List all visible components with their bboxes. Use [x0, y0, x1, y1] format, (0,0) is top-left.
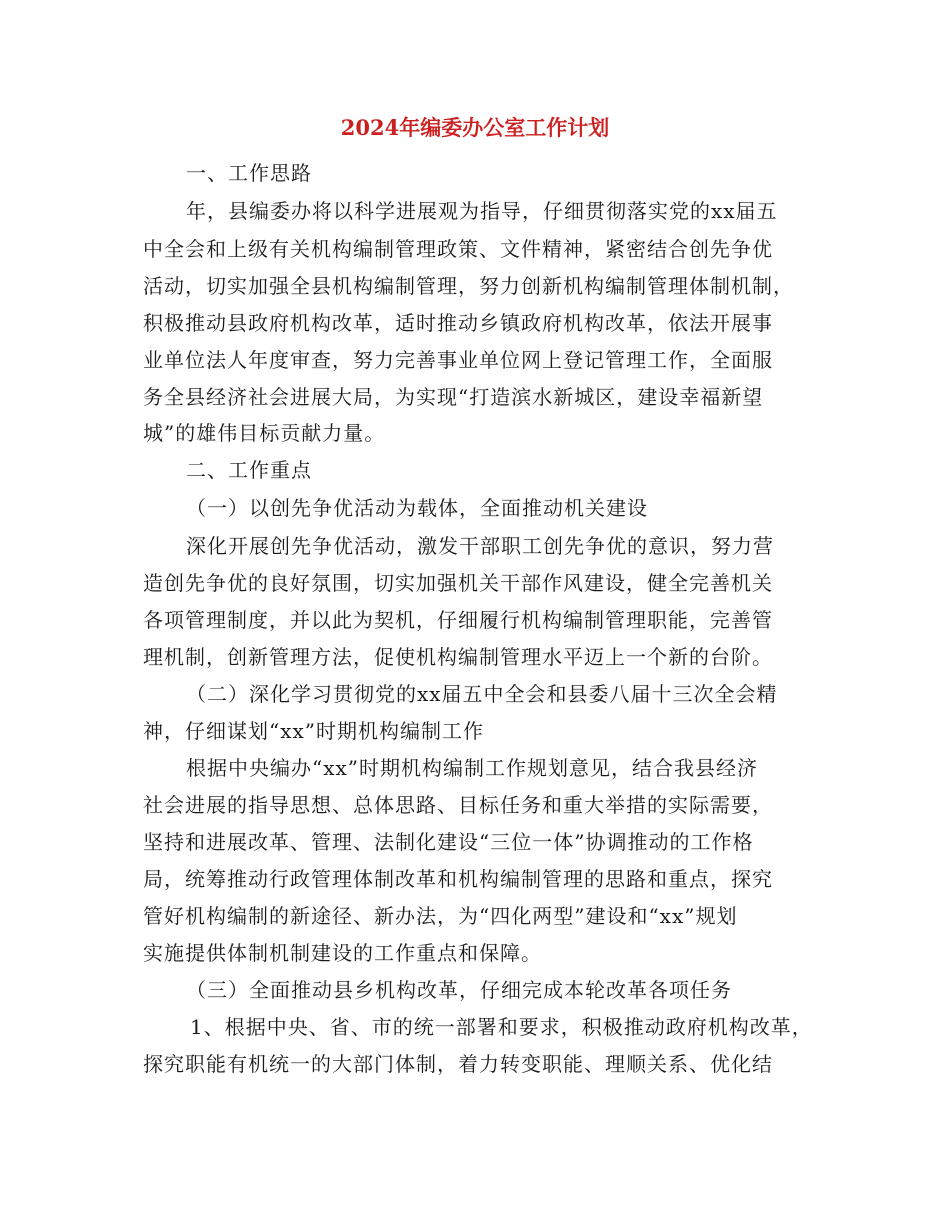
- paragraph-line: 积极推动县政府机构改革，适时推动乡镇政府机构改革，依法开展事: [143, 311, 773, 335]
- paragraph-line: 深化开展创先争优活动，激发干部职工创先争优的意识，努力营: [186, 534, 774, 558]
- paragraph-line: 探究职能有机统一的大部门体制，着力转变职能、理顺关系、优化结: [143, 1052, 773, 1076]
- subsection-heading-1: （一）以创先争优活动为载体，全面推动机关建设: [186, 496, 648, 520]
- subsection-heading-2-cont: 神，仔细谋划“xx”时期机构编制工作: [143, 719, 485, 743]
- paragraph-line: 年，县编委办将以科学进展观为指导，仔细贯彻落实党的xx届五: [186, 199, 778, 223]
- paragraph-line: 活动，切实加强全县机构编制管理，努力创新机构编制管理体制机制，: [143, 274, 794, 298]
- paragraph-line: 中全会和上级有关机构编制管理政策、文件精神，紧密结合创先争优: [143, 237, 773, 261]
- paragraph-line: 业单位法人年度审查，努力完善事业单位网上登记管理工作，全面服: [143, 348, 773, 372]
- paragraph-line: 造创先争优的良好氛围，切实加强机关干部作风建设，健全完善机关: [143, 571, 773, 595]
- paragraph-line: 根据中央编办“xx”时期机构编制工作规划意见，结合我县经济: [186, 756, 759, 780]
- paragraph-line: 社会进展的指导思想、总体思路、目标任务和重大举措的实际需要，: [143, 793, 773, 817]
- document-title: 2024年编委办公室工作计划: [340, 115, 610, 140]
- section-heading-1: 一、工作思路: [186, 161, 312, 185]
- paragraph-line: 理机制，创新管理方法，促使机构编制管理水平迈上一个新的台阶。: [143, 645, 773, 669]
- section-heading-2: 二、工作重点: [186, 458, 312, 482]
- subsection-heading-2: （二）深化学习贯彻党的xx届五中全会和县委八届十三次全会精: [186, 682, 778, 706]
- paragraph-line: 城”的雄伟目标贡献力量。: [143, 421, 386, 445]
- paragraph-line: 务全县经济社会进展大局，为实现“打造滨水新城区，建设幸福新望: [143, 385, 764, 409]
- paragraph-line: 管好机构编制的新途径、新办法，为“四化两型”建设和“xx”规划: [143, 904, 738, 928]
- paragraph-line: 1、根据中央、省、市的统一部署和要求，积极推动政府机构改革，: [190, 1015, 813, 1039]
- paragraph-line: 坚持和进展改革、管理、法制化建设“三位一体”协调推动的工作格: [143, 830, 754, 854]
- subsection-heading-3: （三）全面推动县乡机构改革，仔细完成本轮改革各项任务: [186, 978, 732, 1002]
- paragraph-line: 局，统筹推动行政管理体制改革和机构编制管理的思路和重点，探究: [143, 867, 773, 891]
- paragraph-line: 各项管理制度，并以此为契机，仔细履行机构编制管理职能，完善管: [143, 608, 773, 632]
- paragraph-line: 实施提供体制机制建设的工作重点和保障。: [143, 941, 542, 965]
